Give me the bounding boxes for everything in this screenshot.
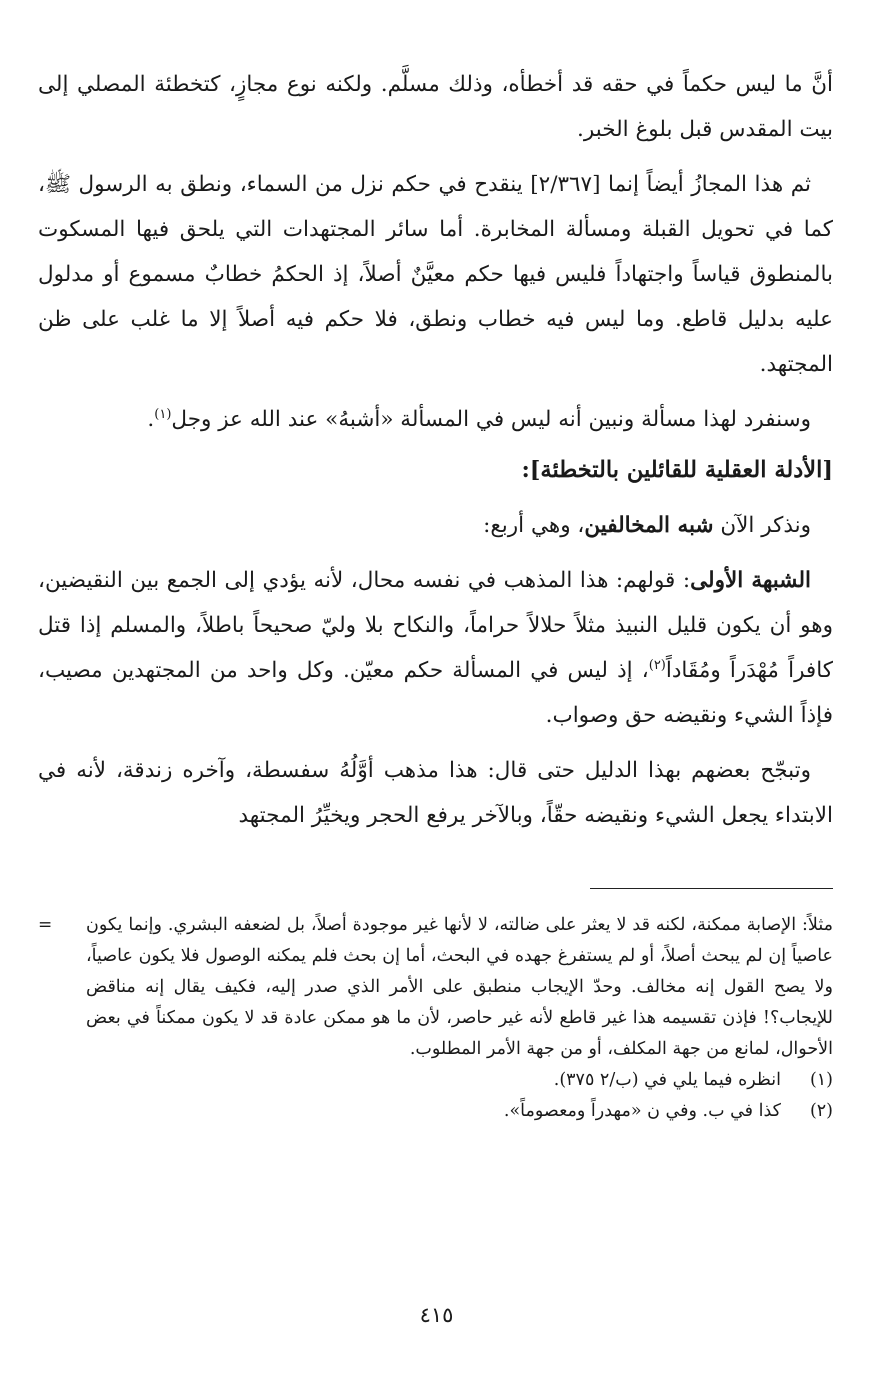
- footnotes: [38, 910, 833, 1127]
- footnote-number: (٢): [809, 1101, 833, 1121]
- paragraph-6: وتبجّح بعضهم بهذا الدليل حتى قال: هذا مذهب أوَّلُهُ سفسطة، وآخره زندقة، لأنه في الابتداء يجعل الشيء ونقيضه حقّاً، وبالآخر يرفع الحجر ويخيِّرُ المجتهد: [38, 758, 833, 828]
- paragraph-3: [38, 397, 833, 442]
- footnote-number: (١): [809, 1070, 833, 1090]
- paragraph-3-end: .: [147, 407, 155, 432]
- paragraph-5-title: الشبهة الأولى: [690, 568, 811, 593]
- paragraph-5-text: : قولهم: هذا المذهب في نفسه محال، لأنه يؤدي إلى الجمع بين النقيضين، وهو أن يكون قليل النبيذ مثلاً حلالاً حراماً، والنكاح بلا وليّ صحيحاً باطلاً، والمسلم إذا قتل كافراً مُهْدَراً ومُقَاداً: [38, 568, 833, 683]
- paragraph-5: [38, 558, 833, 738]
- paragraph-5-end: ، إذ ليس في المسألة حكم معيّن. وكل واحد من المجتهدين مصيب، فإذاً الشيء ونقيضه حق وصواب.: [38, 658, 833, 728]
- paragraph-3-text: وسنفرد لهذا مسألة ونبين أنه ليس في المسألة «أشبهُ» عند الله عز وجل: [171, 407, 811, 432]
- footnote-ref-2: (٢): [648, 657, 666, 673]
- continuation-text: مثلاً: الإصابة ممكنة، لكنه قد لا يعثر على ضالته، لا لأنها غير موجودة أصلاً، بل لضعفه البشري. وإنما يكون عاصياً إن لم يبحث أصلاً، أو لم يستفرغ جهده في البحث، أما إن بحث فلم يمكنه الوصول فلا يكون عاصياً، ولا يصح القول إنه مخالف. وحدّ الإيجاب منطبق على الأمر الذي صدر إليه، فكيف يقال إنه مناقض للإيجاب؟! فإذن تقسيمه هذا غير قاطع لأنه غير حاصر، لأن ما هو ممكن عادة قد لا يكون ممكناً في بعض الأحوال، لمانع من جهة المكلف، أو من جهة الأمر المطلوب.: [86, 915, 833, 1059]
- footnote-item: [38, 1096, 833, 1127]
- main-text: [38, 62, 833, 848]
- paragraph-4-end: ، وهي أربع:: [483, 513, 585, 538]
- footnote-ref-1: (١): [154, 406, 172, 422]
- footnote-item: [38, 1065, 833, 1096]
- paragraph-2: ثم هذا المجازُ أيضاً إنما [٢/٣٦٧] ينقدح في حكم نزل من السماء، ونطق به الرسول ﷺ، كما في تحويل القبلة ومسألة المخابرة. أما سائر المجتهدات التي يلحق فيها المسكوت بالمنطوق قياساً واجتهاداً فليس فيها حكم معيَّنٌ أصلاً، إذ الحكمُ خطابٌ مسموع أو مدلول عليه بدليل قاطع. وما ليس فيه خطاب ونطق، فلا حكم فيه أصلاً إلا ما غلب على ظن المجتهد.: [38, 172, 833, 377]
- continuation-mark: =: [38, 915, 53, 935]
- footnote-text: كذا في ب. وفي ن «مهدراً ومعصوماً».: [503, 1101, 781, 1121]
- footnote-text: انظره فيما يلي في (ب/٢ ٣٧٥).: [553, 1070, 781, 1090]
- footnote-continuation: [38, 910, 833, 1065]
- section-heading: [الأدلة العقلية للقائلين بالتخطئة]:: [521, 457, 833, 483]
- paragraph-1: أنَّ ما ليس حكماً في حقه قد أخطأه، وذلك مسلَّم. ولكنه نوع مجازٍ، كتخطئة المصلي إلى بيت المقدس قبل بلوغ الخبر.: [38, 72, 833, 142]
- paragraph-4: [38, 503, 833, 548]
- page-number: ٤١٥: [419, 1303, 454, 1327]
- paragraph-4-bold: شبه المخالفين: [584, 513, 714, 538]
- footnote-divider: [590, 888, 833, 889]
- paragraph-4-text: ونذكر الآن: [713, 513, 811, 538]
